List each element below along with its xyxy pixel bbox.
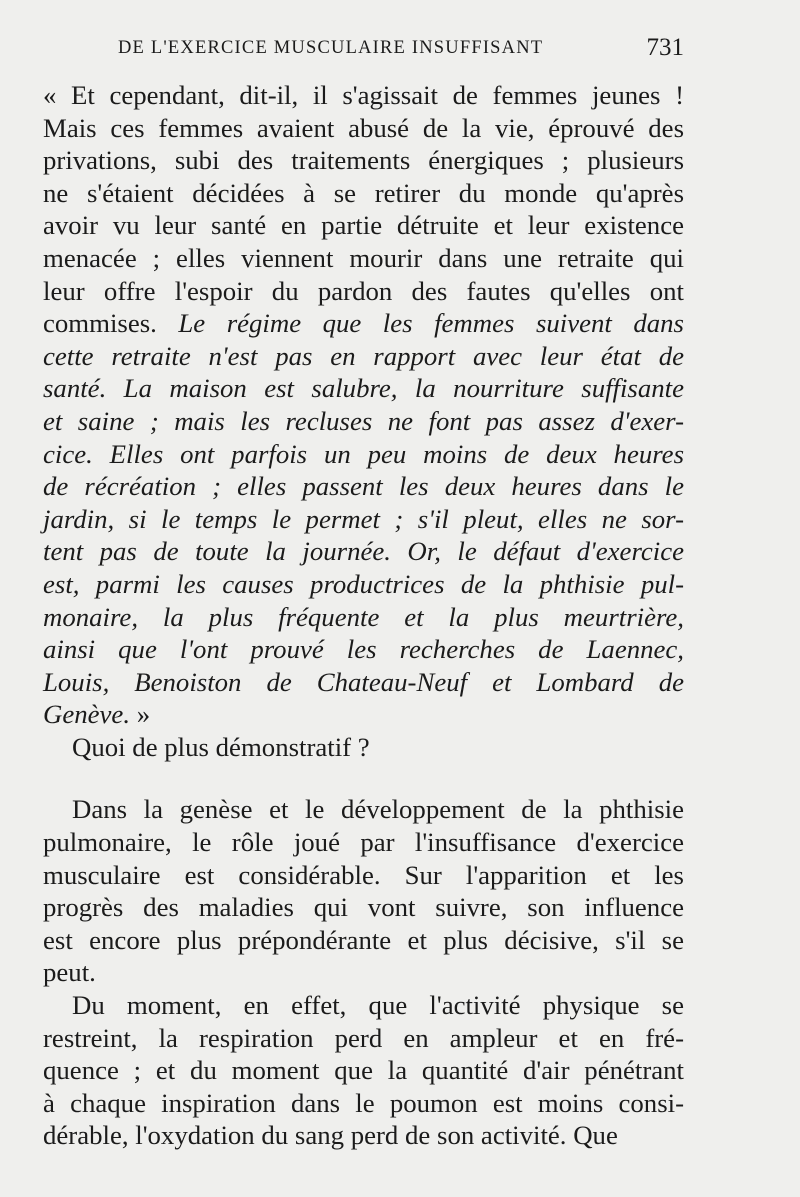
text-line bbox=[43, 698, 684, 731]
italic-text: cette retraite n'est pas en rapport avec leur état de bbox=[43, 340, 684, 371]
italic-text: tent pas de toute la journée. Or, le défaut d'exercice bbox=[43, 536, 684, 567]
text-line: restreint, la respiration perd en ampleur et en fré- bbox=[43, 1022, 684, 1053]
italic-text: Genève. bbox=[43, 699, 137, 730]
text-line: peut. bbox=[43, 957, 96, 988]
paragraph bbox=[43, 793, 684, 989]
roman-text: menacée ; elles viennent mourir dans une retraite qui bbox=[43, 242, 684, 273]
roman-text: avoir vu leur santé en partie détruite et leur existence bbox=[43, 210, 684, 241]
text-line bbox=[43, 666, 684, 699]
roman-text: » bbox=[136, 699, 151, 730]
text-line bbox=[43, 144, 684, 177]
text-line bbox=[43, 568, 684, 601]
section-gap bbox=[43, 763, 684, 793]
text-line bbox=[43, 307, 684, 340]
italic-text: est, parmi les causes productrices de la phthisie pul- bbox=[43, 568, 684, 599]
roman-text: privations, subi des traitements énergiques ; plusieurs bbox=[43, 145, 684, 176]
text-line bbox=[43, 405, 684, 438]
text-line: Du moment, en effet, que l'activité physique se bbox=[72, 990, 684, 1021]
body-text bbox=[43, 79, 684, 1152]
text-line bbox=[43, 112, 684, 145]
quoted-passage bbox=[43, 79, 684, 731]
page-number: 731 bbox=[646, 34, 684, 61]
italic-text: Louis, Benoiston de Chateau-Neuf et Lombard de bbox=[43, 666, 684, 697]
italic-text: et saine ; mais les recluses ne font pas assez d'exer- bbox=[43, 405, 684, 436]
roman-text: leur offre l'espoir du pardon des fautes qu'elles ont bbox=[43, 275, 684, 306]
roman-text: commises. bbox=[43, 308, 179, 339]
italic-text: Le régime que les femmes suivent dans bbox=[178, 308, 684, 339]
text-line bbox=[43, 177, 684, 210]
text-line bbox=[43, 601, 684, 634]
italic-text: santé. La maison est salubre, la nourriture suffisante bbox=[43, 373, 684, 404]
text-line: musculaire est considérable. Sur l'apparition et les bbox=[43, 859, 684, 890]
text-line bbox=[43, 275, 684, 308]
text-line bbox=[43, 340, 684, 373]
italic-text: monaire, la plus fréquente et la plus meurtrière, bbox=[43, 601, 684, 632]
text-line bbox=[43, 372, 684, 405]
roman-text: « Et cependant, dit-il, il s'agissait de femmes jeunes ! bbox=[43, 80, 684, 110]
roman-text: Mais ces femmes avaient abusé de la vie, éprouvé des bbox=[43, 112, 684, 143]
text-line: pulmonaire, le rôle joué par l'insuffisance d'exercice bbox=[43, 827, 684, 858]
text-line bbox=[43, 633, 684, 666]
text-line bbox=[43, 79, 684, 112]
text-line: est encore plus prépondérante et plus décisive, s'il se bbox=[43, 924, 684, 955]
text-line bbox=[43, 242, 684, 275]
text-line bbox=[43, 438, 684, 471]
text-line: progrès des maladies qui vont suivre, son influence bbox=[43, 892, 684, 923]
text-line: dérable, l'oxydation du sang perd de son activité. Que bbox=[43, 1120, 618, 1151]
running-head bbox=[118, 34, 684, 68]
text-line bbox=[43, 503, 684, 536]
text-line: quence ; et du moment que la quantité d'air pénétrant bbox=[43, 1055, 684, 1086]
italic-text: ainsi que l'ont prouvé les recherches de Laennec, bbox=[43, 634, 684, 665]
running-head-title: DE L'EXERCICE MUSCULAIRE INSUFFISANT bbox=[118, 38, 544, 58]
paragraph bbox=[43, 989, 684, 1152]
text-line bbox=[43, 470, 684, 503]
text-line: Dans la genèse et le développement de la phthisie bbox=[72, 794, 684, 825]
followup-line: Quoi de plus démonstratif ? bbox=[72, 731, 370, 762]
italic-text: cice. Elles ont parfois un peu moins de deux heures bbox=[43, 438, 684, 469]
text-line bbox=[43, 209, 684, 242]
italic-text: jardin, si le temps le permet ; s'il pleut, elles ne sor- bbox=[43, 503, 684, 534]
text-line bbox=[43, 535, 684, 568]
italic-text: de récréation ; elles passent les deux heures dans le bbox=[43, 471, 684, 502]
text-line: à chaque inspiration dans le poumon est moins consi- bbox=[43, 1087, 684, 1118]
roman-text: ne s'étaient décidées à se retirer du monde qu'après bbox=[43, 177, 684, 208]
